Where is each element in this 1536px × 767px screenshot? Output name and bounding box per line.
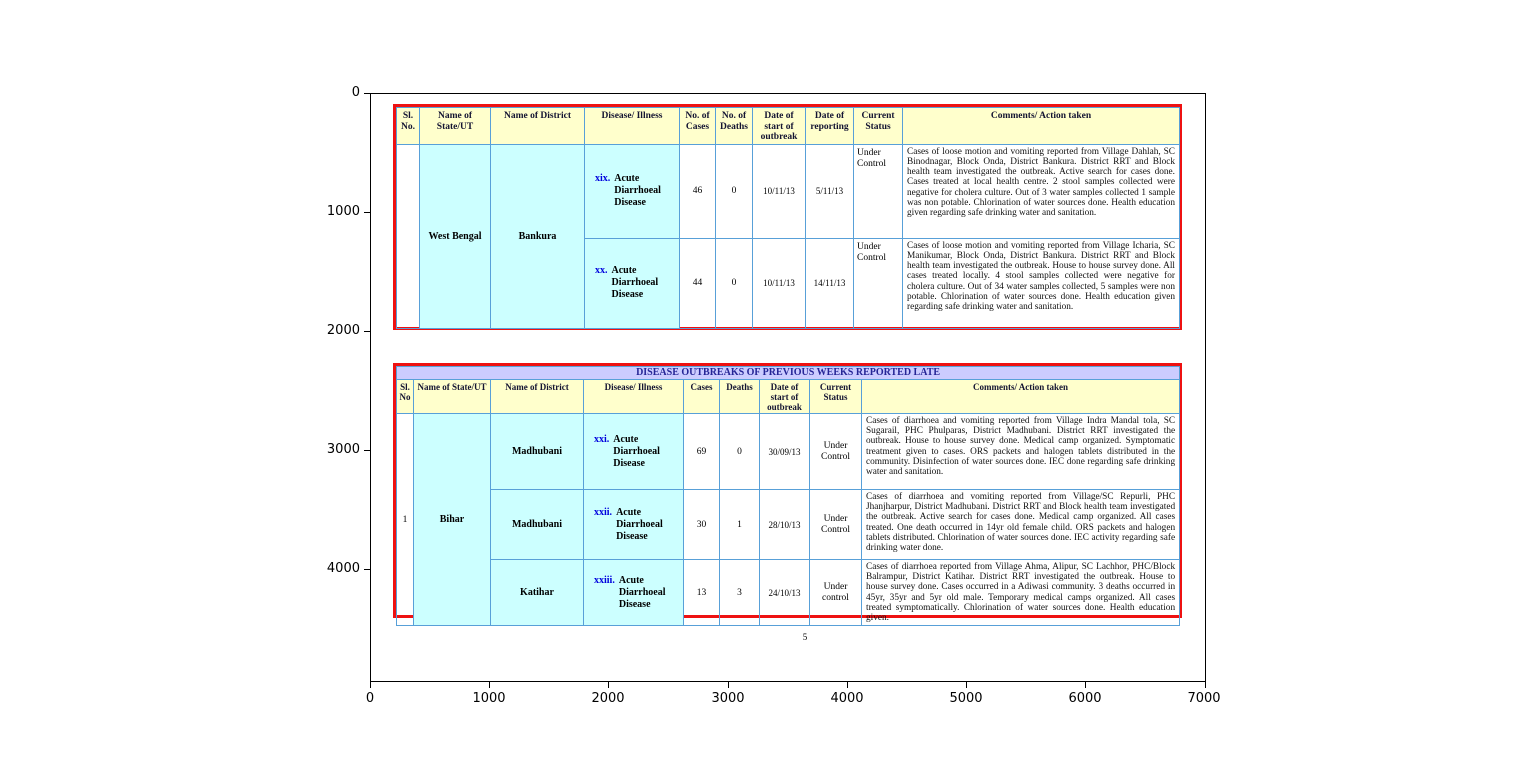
x-tick-label: 5000 bbox=[949, 691, 983, 706]
disease-cell bbox=[584, 560, 684, 626]
district-cell: Madhubani bbox=[491, 490, 584, 560]
x-tick bbox=[1085, 682, 1086, 688]
list-numeral: xix. bbox=[595, 173, 611, 184]
district-cell: Bankura bbox=[491, 144, 585, 328]
x-tick-label: 1000 bbox=[472, 691, 506, 706]
header-start-date: Date of start of outbreak bbox=[760, 380, 810, 414]
y-tick-label: 4000 bbox=[326, 561, 360, 576]
header-report-date: Date of reporting bbox=[806, 108, 854, 145]
header-status: Current Status bbox=[810, 380, 862, 414]
y-tick bbox=[364, 569, 370, 570]
header-row bbox=[397, 108, 1180, 145]
table-row bbox=[397, 414, 1180, 490]
comments-cell: Cases of diarrhoea and vomiting reported from Village/SC Repurli, PHC Jhanjharpur, District Madhubani. District RRT and Block health team investigated the outbreak. Active search for cases done. Medical camp organized. All cases treated. One death occurred in 14yr old female child. ORS packets and halogen tablets distributed. Chlorination of water sources done. IEC activity regarding safe drinking water done. bbox=[862, 490, 1180, 560]
x-tick-label: 3000 bbox=[711, 691, 745, 706]
deaths-cell: 0 bbox=[720, 414, 760, 490]
x-tick bbox=[1205, 682, 1206, 688]
list-numeral: xxiii. bbox=[594, 574, 615, 586]
disease-name: Acute Diarrhoeal Disease bbox=[618, 574, 666, 610]
header-deaths: Deaths bbox=[720, 380, 760, 414]
start-date-cell: 24/10/13 bbox=[760, 560, 810, 626]
comments-cell: Cases of diarrhoea and vomiting reported from Village Indra Mandal tola, SC Sugarail, PHC Phulparas, District Madhubani. District RRT investigated the outbreak. House to house survey done. Medical camp organized. Symptomatic treatment given to cases. ORS packets and halogen tablets distributed in the community. Disinfection of water sources done. IEC done regarding safe drinking water and sanitation. bbox=[862, 414, 1180, 490]
y-tick-label: 0 bbox=[351, 85, 360, 100]
start-date-cell: 28/10/13 bbox=[760, 490, 810, 560]
header-sl-no: Sl. No. bbox=[397, 108, 420, 145]
disease-cell bbox=[585, 238, 680, 328]
y-tick bbox=[364, 212, 370, 213]
state-cell: Bihar bbox=[414, 414, 491, 626]
header-district: Name of District bbox=[491, 380, 584, 414]
district-cell: Madhubani bbox=[491, 414, 584, 490]
x-tick bbox=[489, 682, 490, 688]
start-date-cell: 10/11/13 bbox=[753, 238, 806, 328]
y-tick bbox=[364, 331, 370, 332]
y-tick-label: 3000 bbox=[326, 442, 360, 457]
disease-cell bbox=[585, 144, 680, 238]
outbreak-table-previous-grid bbox=[396, 366, 1180, 626]
x-tick-label: 6000 bbox=[1068, 691, 1102, 706]
disease-cell bbox=[584, 490, 684, 560]
header-comments: Comments/ Action taken bbox=[903, 108, 1180, 145]
x-tick-label: 4000 bbox=[830, 691, 864, 706]
header-state: Name of State/UT bbox=[420, 108, 491, 145]
y-tick-label: 1000 bbox=[326, 204, 360, 219]
deaths-cell: 0 bbox=[716, 144, 753, 238]
sl-no-cell: 1 bbox=[397, 414, 414, 626]
header-deaths: No. of Deaths bbox=[716, 108, 753, 145]
header-cases: No. of Cases bbox=[680, 108, 716, 145]
report-date-cell: 14/11/13 bbox=[806, 238, 854, 328]
cases-cell: 30 bbox=[684, 490, 720, 560]
x-tick bbox=[966, 682, 967, 688]
disease-name: Acute Diarrhoeal Disease bbox=[613, 433, 660, 469]
disease-name: Acute Diarrhoeal Disease bbox=[611, 265, 659, 300]
deaths-cell: 1 bbox=[720, 490, 760, 560]
table-row bbox=[397, 560, 1180, 626]
comments-cell: Cases of loose motion and vomiting reported from Village Dahlah, SC Binodnagar, Block Onda, District Bankura. District RRT and Block health team investigated the outbreak. Active search for cases done. Cases treated at local health centre. 2 stool samples collected were negative for cholera culture. Out of 3 water samples collected 1 sample was non potable. Chlorination of water sources done. Health education given regarding safe drinking water and sanitation. bbox=[903, 144, 1180, 238]
header-status: Current Status bbox=[854, 108, 903, 145]
cases-cell: 44 bbox=[680, 238, 716, 328]
sl-no-cell bbox=[397, 144, 420, 328]
x-tick bbox=[370, 682, 371, 688]
status-cell: Under Control bbox=[810, 414, 862, 490]
x-tick bbox=[728, 682, 729, 688]
title-row bbox=[397, 367, 1180, 380]
outbreak-table-previous bbox=[393, 363, 1182, 624]
disease-name: Acute Diarrhoeal Disease bbox=[616, 506, 663, 542]
outbreak-table-current bbox=[393, 104, 1182, 330]
x-tick bbox=[608, 682, 609, 688]
page-number: 5 bbox=[802, 632, 808, 642]
cases-cell: 13 bbox=[684, 560, 720, 626]
header-state: Name of State/UT bbox=[414, 380, 491, 414]
header-comments: Comments/ Action taken bbox=[862, 380, 1180, 414]
table-row bbox=[397, 490, 1180, 560]
state-cell: West Bengal bbox=[420, 144, 491, 328]
cases-cell: 46 bbox=[680, 144, 716, 238]
cases-cell: 69 bbox=[684, 414, 720, 490]
start-date-cell: 10/11/13 bbox=[753, 144, 806, 238]
disease-name: Acute Diarrhoeal Disease bbox=[614, 173, 661, 208]
x-tick-label: 7000 bbox=[1187, 691, 1221, 706]
table-title: DISEASE OUTBREAKS OF PREVIOUS WEEKS REPORTED LATE bbox=[397, 367, 1180, 380]
header-disease: Disease/ Illness bbox=[584, 380, 684, 414]
comments-cell: Cases of diarrhoea reported from Village Ahma, Alipur, SC Lachhor, PHC/Block Balrampur, District Katihar. District RRT investigated the outbreak. House to house survey done. Cases occurred in a Adiwasi community. 3 deaths occurred in 45yr, 35yr and 5yr old male. Temporary medical camps organized. All cases treated symptomatically. Chlorination of water sources done. Health education given. bbox=[862, 560, 1180, 626]
header-start-date: Date of start of outbreak bbox=[753, 108, 806, 145]
header-row bbox=[397, 380, 1180, 414]
x-tick bbox=[847, 682, 848, 688]
comments-cell: Cases of loose motion and vomiting reported from Village Icharia, SC Manikumar, Block Onda, District Bankura. District RRT and Block health team investigated the outbreak. House to house survey done. All cases treated locally. 4 stool samples collected were negative for cholera culture. Out of 34 water samples collected, 5 samples were non potable. Chlorination of water sources done. Health education given regarding safe drinking water and sanitation. bbox=[903, 238, 1180, 328]
list-numeral: xxi. bbox=[594, 433, 610, 445]
status-cell: Under Control bbox=[854, 238, 903, 328]
report-date-cell: 5/11/13 bbox=[806, 144, 854, 238]
y-tick bbox=[364, 93, 370, 94]
status-cell: Under Control bbox=[854, 144, 903, 238]
y-tick bbox=[364, 450, 370, 451]
deaths-cell: 0 bbox=[716, 238, 753, 328]
header-cases: Cases bbox=[684, 380, 720, 414]
x-tick-label: 2000 bbox=[591, 691, 625, 706]
deaths-cell: 3 bbox=[720, 560, 760, 626]
disease-cell bbox=[584, 414, 684, 490]
header-sl-no: Sl. No bbox=[397, 380, 414, 414]
table-row bbox=[397, 144, 1180, 238]
x-tick-label: 0 bbox=[365, 691, 375, 706]
status-cell: Under control bbox=[810, 560, 862, 626]
list-numeral: xx. bbox=[595, 265, 608, 276]
header-disease: Disease/ Illness bbox=[585, 108, 680, 145]
y-tick-label: 2000 bbox=[326, 323, 360, 338]
district-cell: Katihar bbox=[491, 560, 584, 626]
status-cell: Under Control bbox=[810, 490, 862, 560]
start-date-cell: 30/09/13 bbox=[760, 414, 810, 490]
header-district: Name of District bbox=[491, 108, 585, 145]
outbreak-table-current-grid bbox=[396, 107, 1180, 329]
list-numeral: xxii. bbox=[594, 506, 613, 518]
